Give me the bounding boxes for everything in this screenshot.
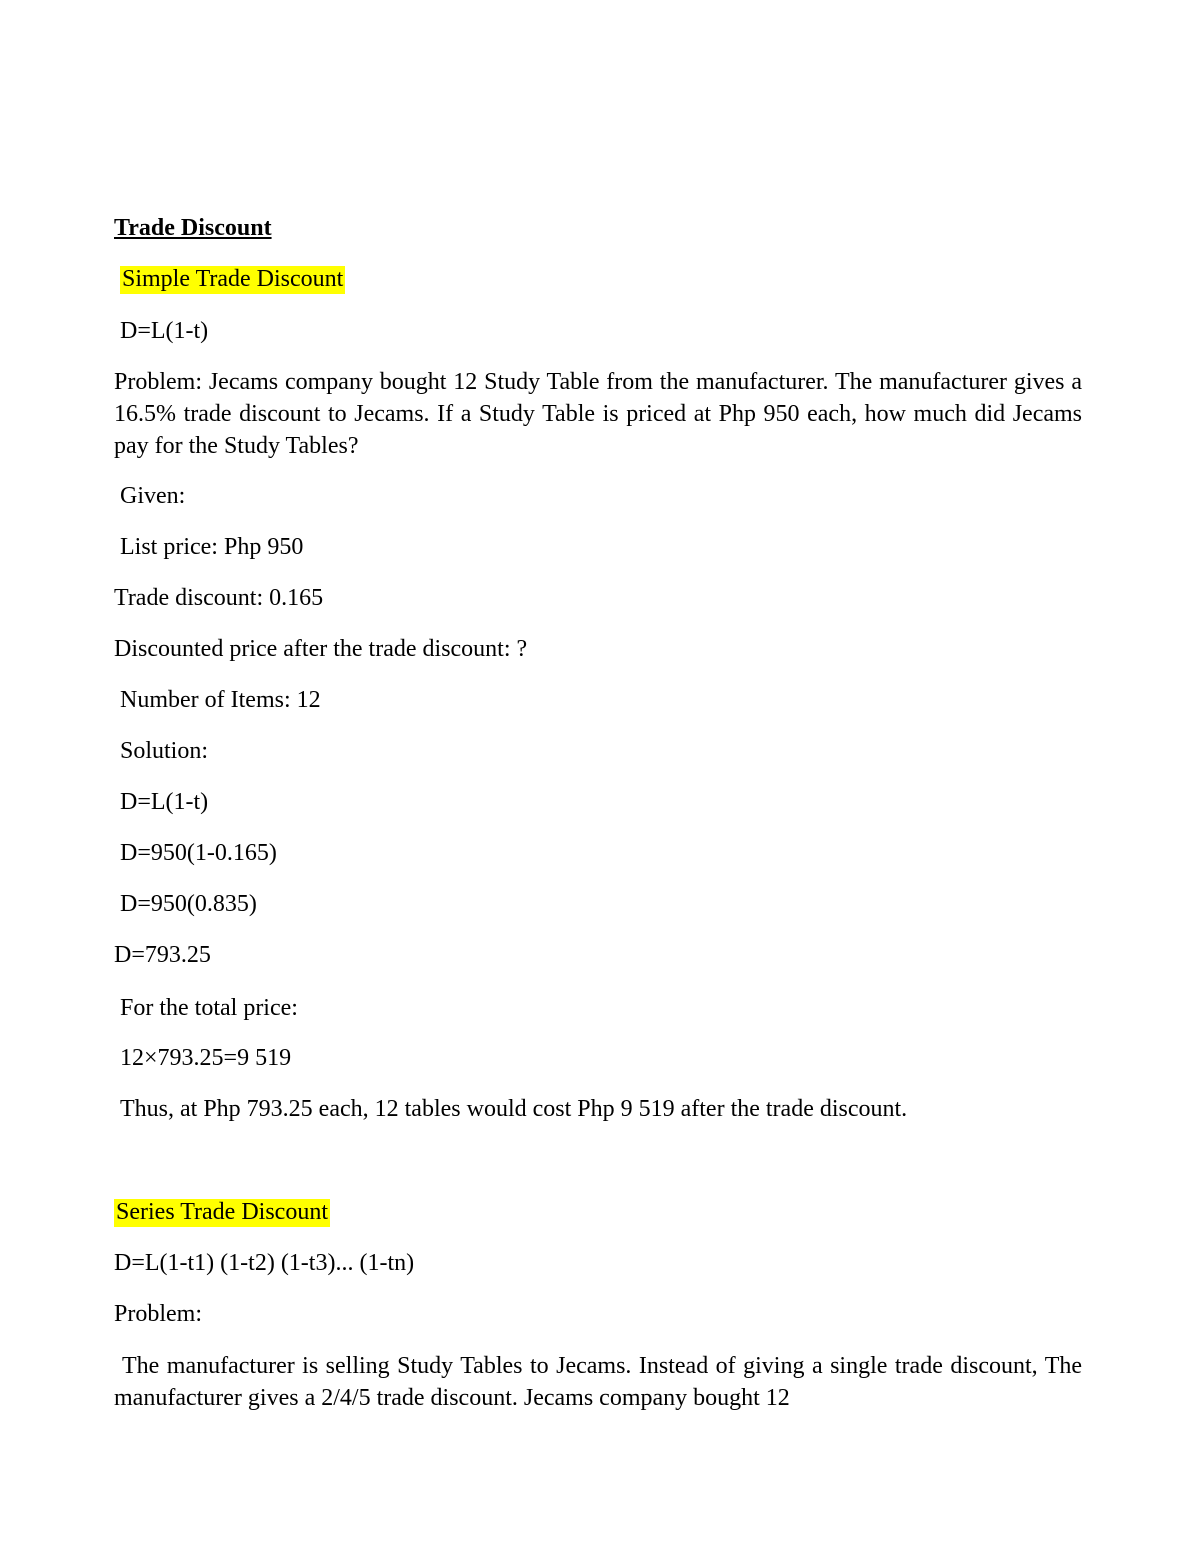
solution-step-3: D=950(0.835)	[120, 891, 257, 917]
series-formula: D=L(1-t1) (1-t2) (1-t3)... (1-tn)	[114, 1250, 415, 1276]
page-title: Trade Discount	[114, 215, 272, 241]
series-problem-label: Problem:	[114, 1301, 202, 1327]
series-problem: The manufacturer is selling Study Tables to Jecams. Instead of giving a single trade discount, The manufacturer gives a 2/4/5 trade discount. Jecams company bought 12	[114, 1353, 1082, 1411]
solution-step-1: D=L(1-t)	[120, 789, 209, 815]
simple-discount-heading-text: Simple Trade Discount	[122, 266, 344, 292]
series-discount-heading-text: Series Trade Discount	[116, 1199, 328, 1225]
solution-step-2: D=950(1-0.165)	[120, 840, 277, 866]
simple-discount-heading	[120, 265, 345, 293]
conclusion: Thus, at Php 793.25 each, 12 tables would cost Php 9 519 after the trade discount.	[120, 1096, 908, 1122]
total-calculation: 12×793.25=9 519	[120, 1045, 292, 1071]
list-price: List price: Php 950	[120, 534, 304, 560]
series-discount-heading	[114, 1198, 330, 1226]
solution-label: Solution:	[120, 738, 209, 764]
discounted-price: Discounted price after the trade discount: ?	[114, 636, 528, 662]
trade-discount: Trade discount: 0.165	[114, 585, 324, 611]
number-of-items: Number of Items: 12	[120, 687, 321, 713]
total-label: For the total price:	[120, 995, 298, 1021]
solution-step-4: D=793.25	[114, 942, 211, 968]
simple-problem: Problem: Jecams company bought 12 Study Table from the manufacturer. The manufacturer gives a 16.5% trade discount to Jecams. If a Study Table is priced at Php 950 each, how much did Jecams pay for the Study Tables?	[114, 369, 1082, 459]
simple-formula: D=L(1-t)	[120, 318, 209, 344]
given-label: Given:	[120, 483, 186, 509]
